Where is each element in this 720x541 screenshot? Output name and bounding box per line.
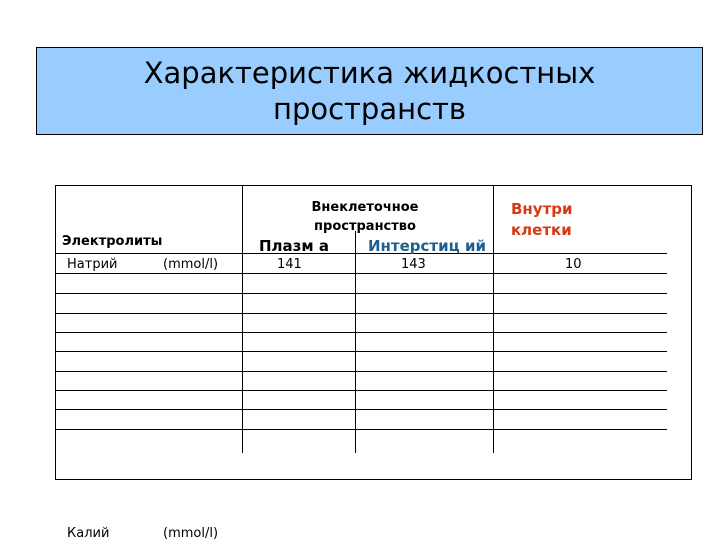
table-vline [242,185,243,453]
table-hline [55,313,667,314]
header-extracellular: Внеклеточное пространство [311,200,419,234]
header-intracellular: Внутри клетки [511,200,573,239]
table-hline [55,293,667,294]
row-sodium-name: Натрий [67,257,118,272]
header-electrolytes: Электролиты [62,234,163,249]
slide-title-box [36,47,703,135]
table-vline [493,185,494,453]
header-interstitial: Интерстиц ий [368,237,486,255]
table-hline [55,429,667,430]
header-plasma: Плазм а [259,237,329,255]
slide-title: Характеристика жидкостных пространств [143,56,596,126]
table-hline [55,332,667,333]
table-hline [55,409,667,410]
table-hline [55,273,667,274]
row-sodium-interstitial: 143 [401,257,426,272]
row-potassium-name: Калий [67,526,110,541]
row-sodium-plasma: 141 [277,257,302,272]
row-potassium-unit: (mmol/l) [163,526,219,541]
row-sodium-intracellular: 10 [565,257,582,272]
table-hline [55,371,667,372]
table-hline [55,351,667,352]
table-hline [55,253,667,254]
table-vline [355,231,356,453]
row-sodium-unit: (mmol/l) [163,257,219,272]
table-hline [55,390,667,391]
